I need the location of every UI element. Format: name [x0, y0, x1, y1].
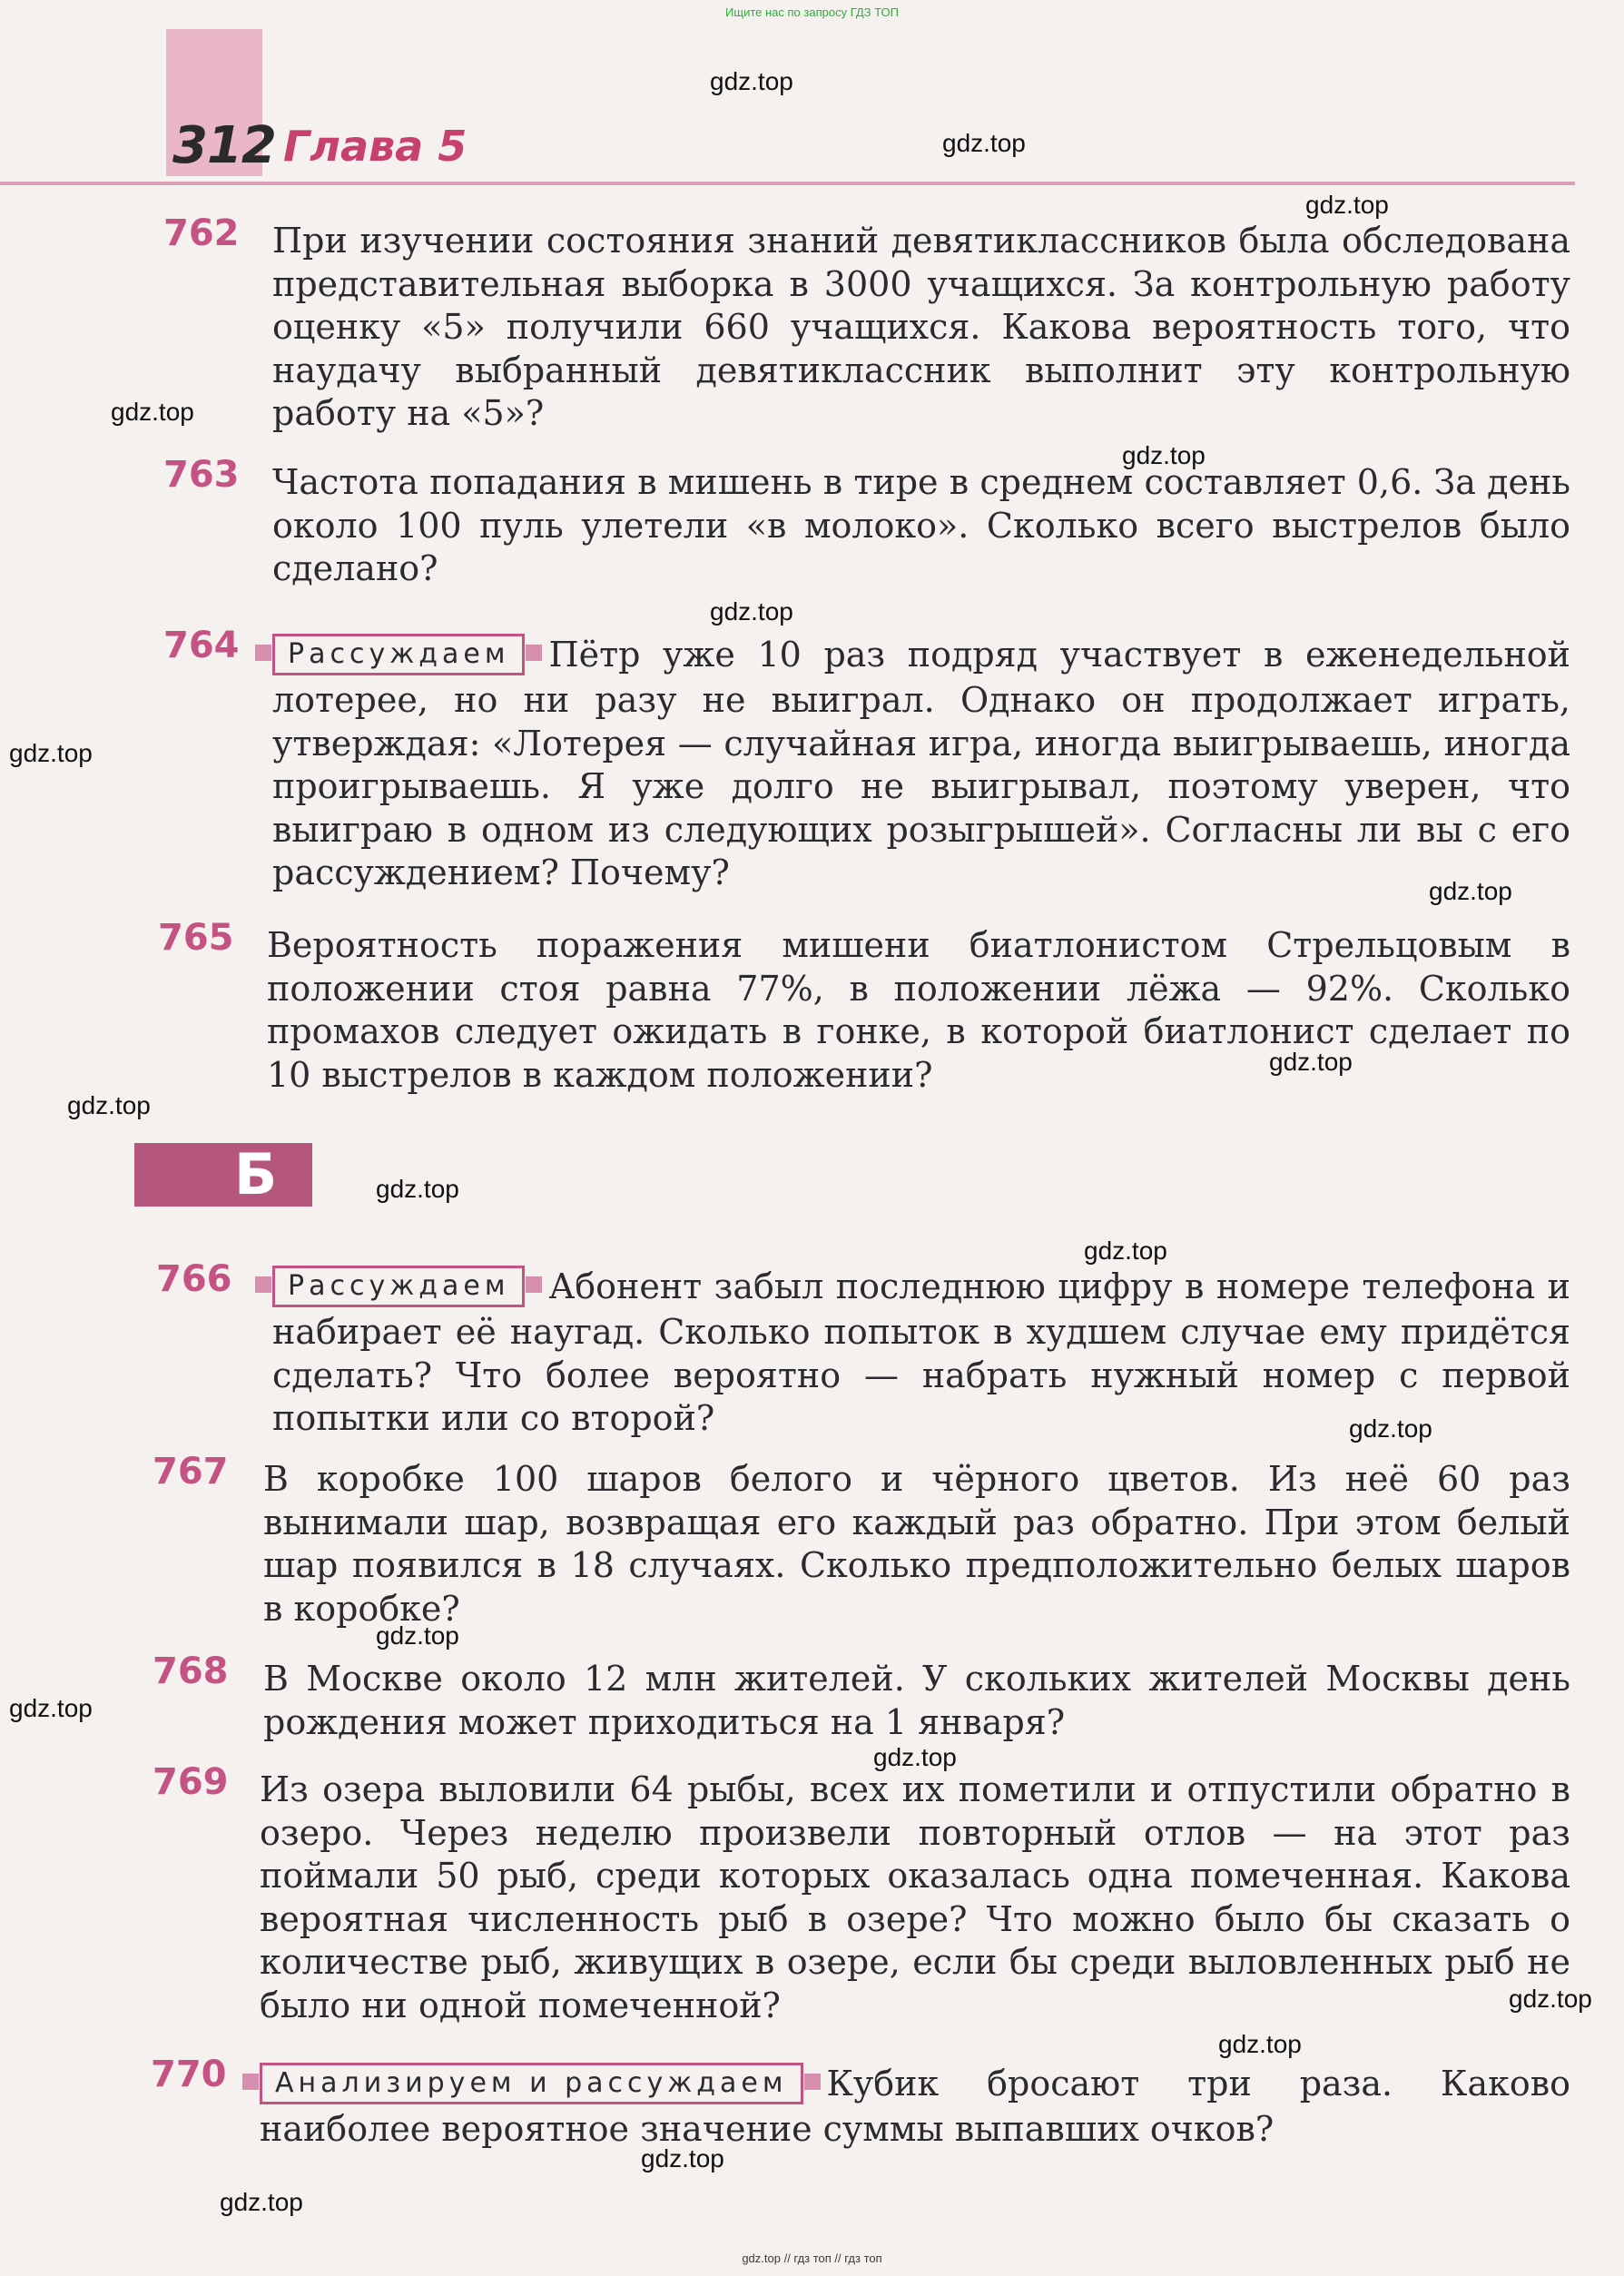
problem-number-767: 767: [153, 1451, 229, 1493]
problem-767: [263, 1458, 1570, 1631]
problem-text: В коробке 100 шаров белого и чёрного цветов. Из неё 60 раз вынимали шар, возвращая его каждый раз обратно. При этом белый шар появился в 18 случаях. Сколько предположительно белых шаров в коробке?: [263, 1459, 1570, 1629]
watermark: gdz.top: [1305, 191, 1389, 219]
watermark: gdz.top: [9, 1694, 93, 1722]
problem-text: В Москве около 12 млн жителей. У скольких жителей Москвы день рождения может приходиться на 1 января?: [263, 1659, 1570, 1742]
watermark: gdz.top: [1269, 1048, 1353, 1076]
watermark: gdz.top: [67, 1091, 151, 1119]
section-b-marker: [134, 1143, 312, 1207]
problem-text: Абонент забыл последнюю цифру в номере телефона и набирает её наугад. Сколько попыток в худшем случае ему придётся сделать? Что более вероятно — набрать нужный номер с первой попытки или со второй?: [272, 1266, 1570, 1438]
watermark: gdz.top: [111, 398, 194, 426]
problem-769: [260, 1769, 1570, 2027]
problem-number-770: 770: [151, 2054, 227, 2095]
watermark: gdz.top: [376, 1621, 459, 1650]
problem-number-765: 765: [158, 917, 234, 959]
chapter-title: Глава 5: [283, 122, 468, 171]
page-number: 312: [172, 116, 276, 175]
watermark: gdz.top: [710, 597, 793, 626]
problem-762: [272, 220, 1570, 436]
watermark: gdz.top: [220, 2188, 303, 2216]
problem-764: [272, 634, 1570, 895]
watermark: gdz.top: [1084, 1237, 1167, 1265]
watermark: gdz.top: [1218, 2030, 1302, 2058]
top-search-note: Ищите нас по запросу ГДЗ ТОП: [725, 5, 899, 19]
watermark: gdz.top: [1349, 1414, 1432, 1443]
problem-763: [272, 461, 1570, 591]
header-divider: [0, 182, 1575, 185]
problem-768: [263, 1658, 1570, 1744]
watermark: gdz.top: [1429, 877, 1512, 905]
problem-text: При изучении состояния знаний девятиклассников была обследована представительная выборка в 3000 учащихся. За контрольную работу оценку «5» получили 660 учащихся. Какова вероятность того, что наудачу выбранный девятиклассник выполнит эту контрольную работу на «5»?: [272, 221, 1570, 433]
problem-770: [260, 2063, 1570, 2152]
watermark: gdz.top: [376, 1175, 459, 1203]
watermark: gdz.top: [1122, 441, 1206, 469]
watermark: gdz.top: [641, 2144, 724, 2173]
reasoning-badge: Анализируем и рассуждаем: [260, 2063, 803, 2104]
problem-number-769: 769: [153, 1761, 229, 1803]
problem-number-764: 764: [163, 625, 240, 666]
reasoning-badge: Рассуждаем: [272, 634, 525, 675]
problem-number-766: 766: [156, 1258, 232, 1300]
problem-text: Вероятность поражения мишени биатлонистом Стрельцовым в положении стоя равна 77%, в положении лёжа — 92%. Сколько промахов следует ожидать в гонке, в которой биатлонист сделает по 10 выстрелов в каждом положении?: [267, 925, 1570, 1095]
problem-text: Частота попадания в мишень в тире в среднем составляет 0,6. За день около 100 пуль улетели «в молоко». Сколько всего выстрелов было сделано?: [272, 462, 1570, 588]
problem-text: Пётр уже 10 раз подряд участвует в еженедельной лотерее, но ни разу не выиграл. Однако он продолжает играть, утверждая: «Лотерея — случайная игра, иногда выигрываешь, иногда проигрываешь. Я уже долго не выигрывал, поэтому уверен, что выиграю в одном из следующих розыгрышей». Согласны ли вы с его рассуждением? Почему?: [272, 635, 1570, 892]
problem-number-762: 762: [163, 212, 240, 254]
reasoning-badge: Рассуждаем: [272, 1266, 525, 1307]
problem-number-763: 763: [163, 454, 240, 496]
watermark: gdz.top: [873, 1743, 957, 1771]
watermark: gdz.top: [710, 67, 793, 95]
footer-note: gdz.top // гдз топ // гдз топ: [742, 2251, 882, 2265]
problem-number-768: 768: [153, 1650, 229, 1692]
section-letter: Б: [234, 1141, 278, 1207]
watermark: gdz.top: [942, 129, 1026, 157]
watermark: gdz.top: [9, 739, 93, 767]
problem-765: [267, 924, 1570, 1097]
problem-text: Из озера выловили 64 рыбы, всех их пометили и отпустили обратно в озеро. Через неделю произвели повторный отлов — на этот раз поймали 50 рыб, среди которых оказалась одна помеченная. Какова вероятная численность рыб в озере? Что можно было бы сказать о количестве рыб, живущих в озере, если бы среди выловленных рыб не было ни одной помеченной?: [260, 1769, 1570, 2025]
problem-text: Кубик бросают три раза. Каково наиболее вероятное значение суммы выпавших очков?: [260, 2064, 1570, 2149]
watermark: gdz.top: [1509, 1985, 1592, 2013]
